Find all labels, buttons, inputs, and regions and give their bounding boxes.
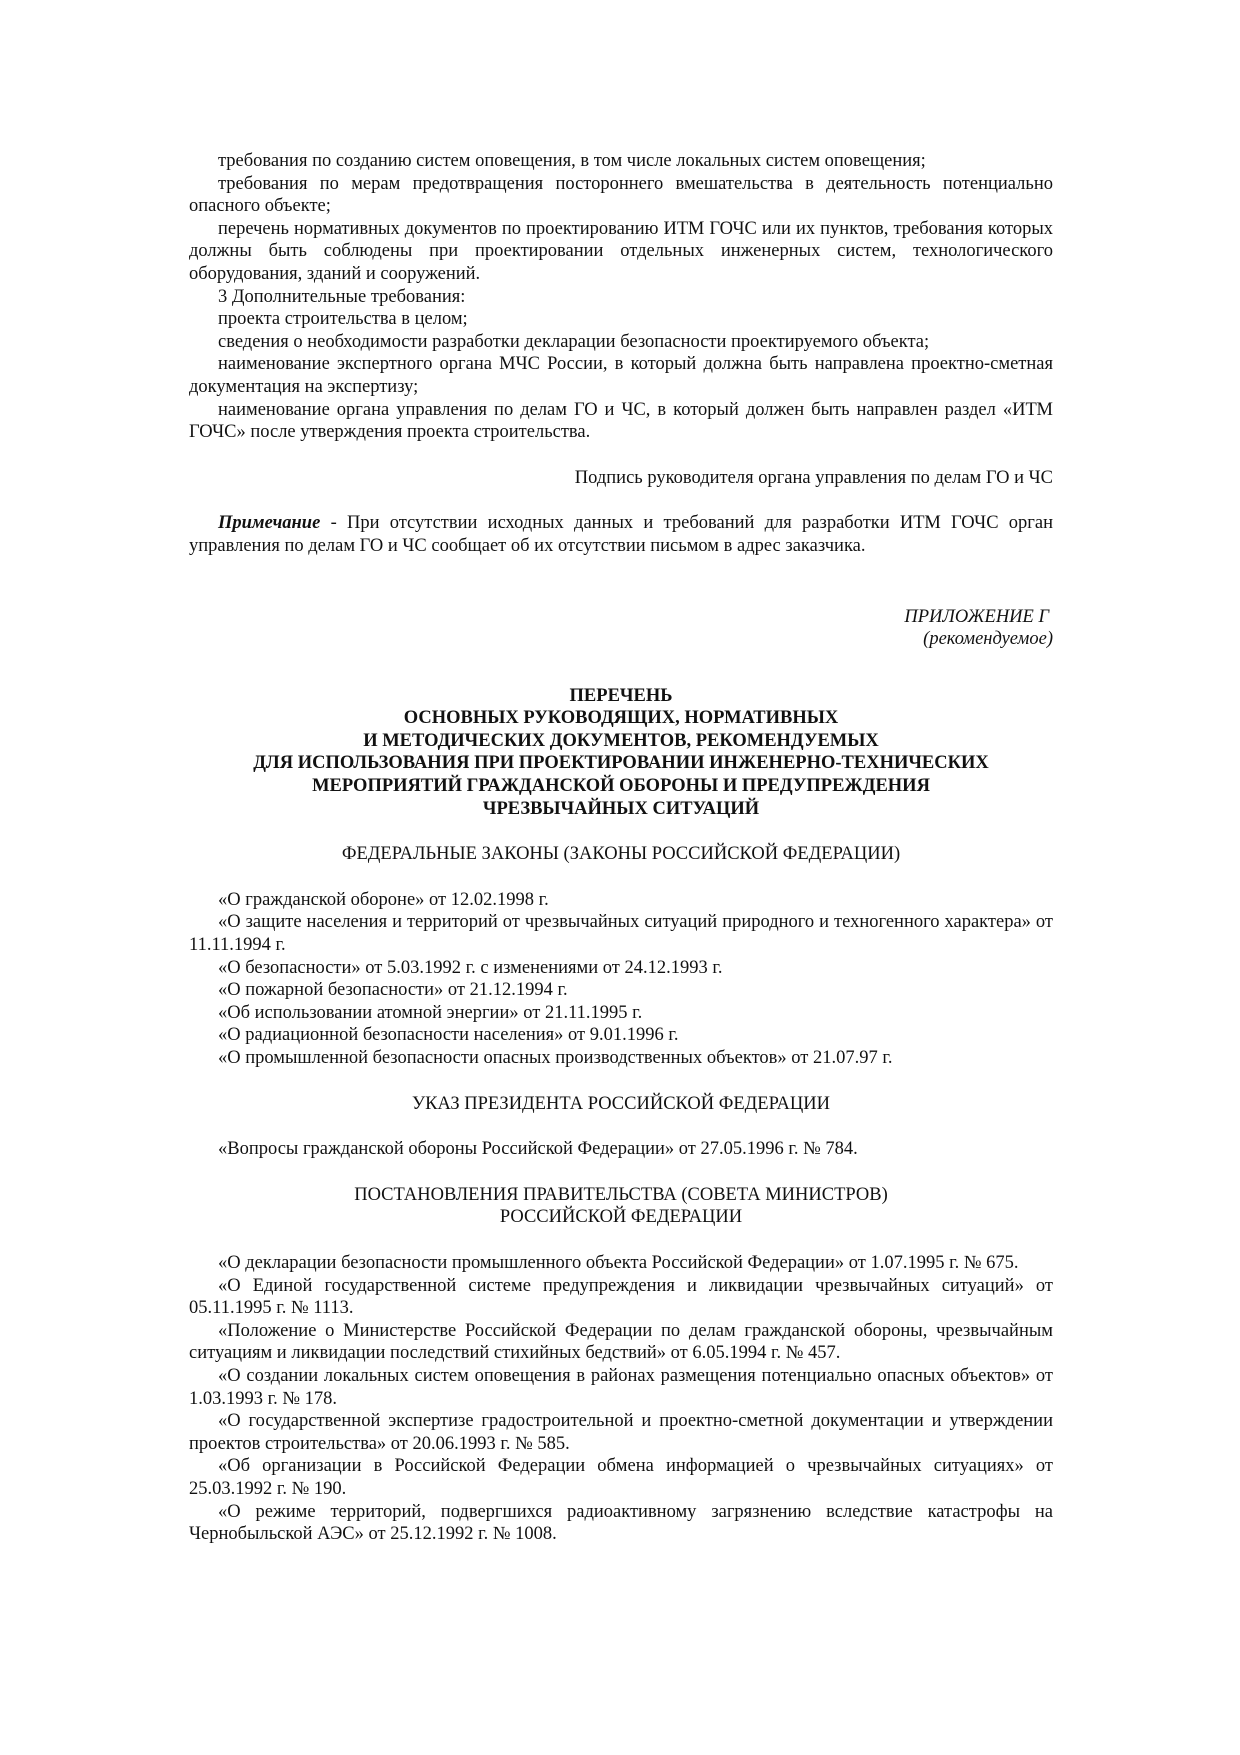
list-item: «О создании локальных систем оповещения в районах размещения потенциально опасных объектов» от 1.03.1993 г. № 178. [189,1365,1053,1409]
list-item: «О режиме территорий, подвергшихся радиоактивному загрязнению вследствие катастрофы на Чернобыльской АЭС» от 25.12.1992 г. № 1008. [189,1501,1053,1545]
note-label: Примечание [218,513,321,534]
list-item: «Об использовании атомной энергии» от 21.11.1995 г. [218,1002,643,1023]
list-item: 3 Дополнительные требования: [218,286,466,307]
list-item: «О радиационной безопасности населения» от 9.01.1996 г. [218,1025,679,1046]
main-title-line: ЧРЕЗВЫЧАЙНЫХ СИТУАЦИЙ [482,798,760,819]
list-item: «О Единой государственной системе предупреждения и ликвидации чрезвычайных ситуаций» от 05.11.1995 г. № 1113. [189,1275,1053,1319]
list-item: требования по созданию систем оповещения, в том числе локальных систем оповещения; [218,151,926,171]
appendix-title: ПРИЛОЖЕНИЕ Г [904,606,1049,627]
list-item: сведения о необходимости разработки декларации безопасности проектируемого объекта; [218,331,930,352]
government-resolutions-list [189,1252,1053,1546]
note-text: - При отсутствии исходных данных и требований для разработки ИТМ ГОЧС орган управления по делам ГО и ЧС сообщает об их отсутствии письмом в адрес заказчика. [189,513,1053,556]
section-heading-federal-laws: ФЕДЕРАЛЬНЫЕ ЗАКОНЫ (ЗАКОНЫ РОССИЙСКОЙ ФЕДЕРАЦИИ) [341,844,901,865]
section-heading-presidential-decree: УКАЗ ПРЕЗИДЕНТА РОССИЙСКОЙ ФЕДЕРАЦИИ [412,1093,830,1114]
list-item: проекта строительства в целом; [218,309,468,330]
list-item: требования по мерам предотвращения постороннего вмешательства в деятельность потенциально опасного объекте; [189,173,1053,217]
list-item: «Об организации в Российской Федерации обмена информацией о чрезвычайных ситуациях» от 25.03.1992 г. № 190. [189,1456,1053,1499]
main-title-line: ПЕРЕЧЕНЬ [569,685,673,706]
list-item: «О промышленной безопасности опасных производственных объектов» от 21.07.97 г. [218,1048,893,1068]
document-page [189,150,1053,1546]
list-item: «О декларации безопасности промышленного объекта Российской Федерации» от 1.07.1995 г. № 675. [218,1252,1019,1273]
list-item: «О государственной экспертизе градостроительной и проектно-сметной документации и утверждении проектов строительства» от 20.06.1993 г. № 585. [189,1411,1053,1454]
heading-line: ПОСТАНОВЛЕНИЯ ПРАВИТЕЛЬСТВА (СОВЕТА МИНИСТРОВ) [354,1184,888,1205]
main-title-line: И МЕТОДИЧЕСКИХ ДОКУМЕНТОВ, РЕКОМЕНДУЕМЫХ [363,730,879,751]
list-item: «О безопасности» от 5.03.1992 г. с изменениями от 24.12.1993 г. [218,957,723,978]
heading-line: РОССИЙСКОЙ ФЕДЕРАЦИИ [499,1207,743,1228]
signature-line: Подпись руководителя органа управления по делам ГО и ЧС [574,467,1053,488]
list-item: «О защите населения и территорий от чрезвычайных ситуаций природного и техногенного характера» от 11.11.1994 г. [189,912,1053,956]
list-item: перечень нормативных документов по проектированию ИТМ ГОЧС или их пунктов, требования которых должны быть соблюдены при проектировании отдельных инженерных систем, технологического оборудования, зданий и сооружений. [189,218,1053,284]
main-title-line: ОСНОВНЫХ РУКОВОДЯЩИХ, НОРМАТИВНЫХ [403,708,839,729]
list-item: «О гражданской обороне» от 12.02.1998 г. [218,889,549,910]
list-item: наименование органа управления по делам ГО и ЧС, в который должен быть направлен раздел «ИТМ ГОЧС» после утверждения проекта строительства. [189,399,1053,443]
list-item: «Положение о Министерстве Российской Федерации по делам гражданской обороны, чрезвычайным ситуациям и ликвидации последствий стихийных бедствий» от 6.05.1994 г. № 457. [189,1320,1053,1364]
federal-laws-list [189,889,1053,1070]
list-item: «О пожарной безопасности» от 21.12.1994 г. [218,980,568,1001]
main-title-line: ДЛЯ ИСПОЛЬЗОВАНИЯ ПРИ ПРОЕКТИРОВАНИИ ИНЖЕНЕРНО-ТЕХНИЧЕСКИХ [253,753,989,774]
list-item: наименование экспертного органа МЧС России, в который должна быть направлена проектно-сметная документация на экспертизу; [189,354,1053,397]
main-title-line: МЕРОПРИЯТИЙ ГРАЖДАНСКОЙ ОБОРОНЫ И ПРЕДУПРЕЖДЕНИЯ [312,776,930,797]
note-paragraph [189,512,1053,557]
appendix-subtitle: (рекомендуемое) [923,629,1053,650]
list-item: «Вопросы гражданской обороны Российской Федерации» от 27.05.1996 г. № 784. [218,1139,858,1160]
main-title [189,685,1053,821]
section-heading-government-resolutions [189,1184,1053,1229]
intro-list [189,150,1053,444]
